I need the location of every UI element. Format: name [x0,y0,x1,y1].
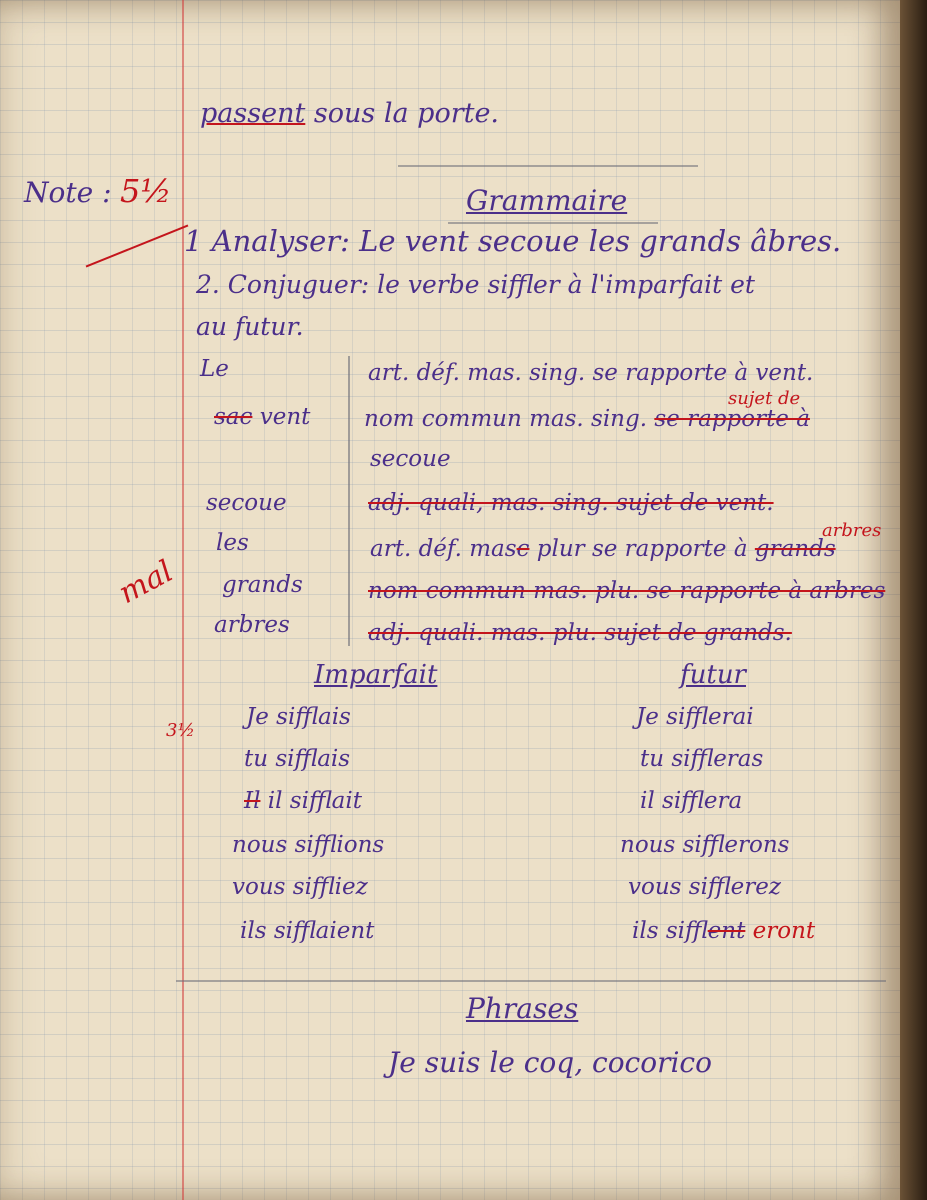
grammaire-line1: 1 Analyser: Le vent secoue les grands âbres. [184,224,842,258]
analysis-line-5 [370,536,836,562]
form: ils siffl [632,918,708,944]
imparfait-form: Je sifflais [246,704,351,730]
futur-form-ils [632,918,815,944]
phrases-line: Je suis le coq, cocorico [388,1046,712,1079]
note-grade: 5½ [120,172,172,210]
futur-form: tu siffleras [640,746,764,772]
notebook-spine [900,0,927,1200]
struck-text: adj. quali. mas. plu. sujet de grands. [368,620,792,646]
struck-ending: ent [707,918,746,944]
analysis-line-4 [368,490,774,516]
analysis-text-2: plur se rapporte à [536,536,748,562]
analysis-word: secoue [206,490,287,516]
correction-sujet-de: sujet de [728,388,801,409]
phrases-title: Phrases [466,992,579,1025]
analysis-line-3: secoue [370,446,451,472]
word-vent: vent [259,404,311,430]
analysis-word: les [216,530,249,556]
struck-text: adj. quali, mas. sing. sujet de vent. [368,490,774,516]
futur-form: il sifflera [640,788,743,814]
imparfait-title: Imparfait [314,660,438,690]
futur-form: vous sifflerez [628,874,781,900]
top-line [200,98,499,129]
grammaire-line2: 2. Conjuguer: le verbe siffler à l'imparfait et [196,270,755,299]
margin-line [182,0,184,1200]
separator-line [398,165,698,167]
imparfait-form: ils sifflaient [240,918,375,944]
analysis-line-6 [368,578,885,604]
analysis-word: arbres [214,612,290,638]
analysis-divider [348,356,350,646]
struck-text: se rapporte à [654,406,810,432]
analysis-line-2 [364,406,810,432]
margin-mark-mal: mal [113,553,179,612]
analysis-text: nom commun mas. sing. [364,406,648,432]
analysis-line-1: art. déf. mas. sing. se rapporte à vent. [368,360,814,386]
top-line-word: passent [200,98,306,129]
analysis-word: grands [222,572,303,598]
imparfait-form: vous siffliez [232,874,368,900]
analysis-line-7 [368,620,792,646]
imparfait-grade: 3½ [166,720,195,741]
futur-form: nous sifflerons [620,832,790,858]
futur-form: Je sifflerai [636,704,754,730]
section-separator [176,980,886,982]
futur-title: futur [680,660,746,690]
grammaire-title: Grammaire [466,184,628,217]
struck-word: sac [214,404,253,430]
struck-pronoun: Il [244,788,261,814]
imparfait-form-il [244,788,362,814]
analysis-word-vent [214,404,310,430]
margin-stroke [86,224,189,267]
grammaire-line3: au futur. [196,312,304,341]
form: il sifflait [267,788,362,814]
top-line-rest: sous la porte. [313,98,500,129]
imparfait-form: tu sifflais [244,746,351,772]
imparfait-form: nous sifflions [232,832,385,858]
analysis-text: art. déf. mas [370,536,517,562]
struck-text: nom commun mas. plu. se rapporte à arbres [368,578,886,604]
correction-arbres: arbres [822,520,882,541]
note-label: Note : [24,176,112,209]
correction-ending: eront [752,918,816,944]
analysis-word: Le [200,356,229,382]
struck-letter: c [516,536,530,562]
struck-text: grands [754,536,836,562]
